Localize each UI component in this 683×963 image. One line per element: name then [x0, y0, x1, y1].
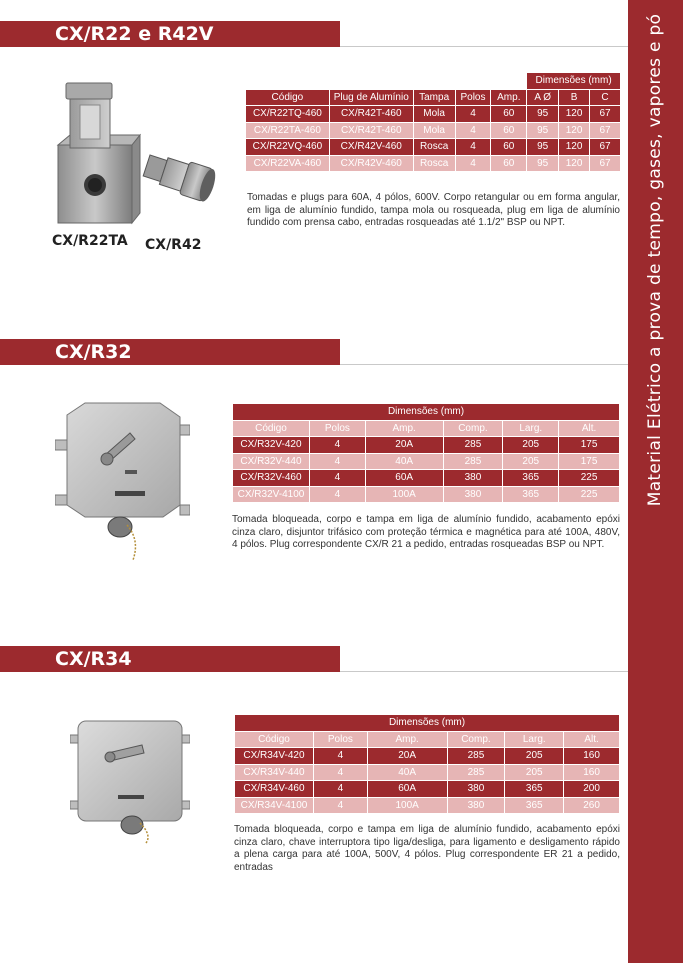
- cell: 175: [559, 437, 620, 454]
- product-image-cx-r32: [55, 395, 190, 565]
- spec-table-cx-r22: [245, 72, 621, 172]
- cell: 175: [559, 453, 620, 470]
- col-header: Polos: [309, 420, 365, 437]
- cell: 40A: [365, 453, 443, 470]
- cell: 60A: [367, 781, 447, 798]
- col-header: Polos: [455, 89, 491, 106]
- cell: 95: [527, 122, 559, 139]
- product-image-cx-r22ta: [40, 75, 230, 235]
- cell: 67: [590, 122, 621, 139]
- cell: 225: [559, 486, 620, 503]
- section-header-cx-r32: [0, 339, 340, 365]
- caption-cx-r22ta: CX/R22TA: [52, 233, 128, 249]
- cell: 380: [443, 486, 503, 503]
- table-row: [233, 486, 620, 503]
- table-row: [246, 155, 621, 172]
- group-header: Dimensões (mm): [233, 404, 620, 421]
- cell: Rosca: [413, 155, 455, 172]
- table-row: [246, 122, 621, 139]
- cell: 380: [447, 797, 505, 814]
- cell: 205: [505, 764, 564, 781]
- cell: 4: [309, 437, 365, 454]
- cell: CX/R42T-460: [329, 106, 413, 123]
- cell: 285: [443, 437, 503, 454]
- table-row: [246, 106, 621, 123]
- col-header: Plug de Alumínio: [329, 89, 413, 106]
- col-header: Comp.: [443, 420, 503, 437]
- section-title: CX/R32: [55, 341, 132, 363]
- cell: CX/R34V-440: [235, 764, 314, 781]
- cell: Mola: [413, 122, 455, 139]
- cell: CX/R34V-460: [235, 781, 314, 798]
- col-header: Código: [233, 420, 310, 437]
- cell: 205: [503, 437, 559, 454]
- divider: [340, 46, 628, 47]
- cell: 120: [559, 155, 590, 172]
- cell: CX/R32V-420: [233, 437, 310, 454]
- table-row: [233, 453, 620, 470]
- cell: 67: [590, 155, 621, 172]
- cell: 4: [309, 470, 365, 487]
- cell: CX/R22VA-460: [246, 155, 330, 172]
- cell: CX/R22VQ-460: [246, 139, 330, 156]
- table-row: [246, 139, 621, 156]
- section-title: CX/R22 e R42V: [55, 23, 214, 45]
- cell: 225: [559, 470, 620, 487]
- col-header: Amp.: [491, 89, 527, 106]
- cell: 20A: [367, 748, 447, 765]
- col-header: Código: [246, 89, 330, 106]
- col-header: Tampa: [413, 89, 455, 106]
- col-header: Amp.: [365, 420, 443, 437]
- group-header: Dimensões (mm): [235, 715, 620, 732]
- table-row: [235, 781, 620, 798]
- cell: 4: [455, 139, 491, 156]
- cell: 160: [564, 764, 620, 781]
- cell: CX/R32V-460: [233, 470, 310, 487]
- group-header: Dimensões (mm): [527, 73, 621, 90]
- col-header: Alt.: [559, 420, 620, 437]
- cell: CX/R22TQ-460: [246, 106, 330, 123]
- caption-cx-r42: CX/R42: [145, 237, 202, 253]
- col-header: Larg.: [505, 731, 564, 748]
- col-header: C: [590, 89, 621, 106]
- cell: 4: [309, 486, 365, 503]
- divider: [340, 364, 628, 365]
- cell: 120: [559, 106, 590, 123]
- cell: CX/R22TA-460: [246, 122, 330, 139]
- description-cx-r22: Tomadas e plugs para 60A, 4 pólos, 600V. Corpo retangular ou em forma angular, em liga de alumínio fundido, tampa mola ou rosqueada, plug em liga de alumínio fundido com prensa cabo, entradas rosqueadas até 1.1/2" BSP ou NPT.: [247, 192, 620, 228]
- cell: 285: [443, 453, 503, 470]
- table-row: [233, 470, 620, 487]
- cell: 67: [590, 139, 621, 156]
- cell: 380: [447, 781, 505, 798]
- cell: 205: [503, 453, 559, 470]
- cell: 95: [527, 106, 559, 123]
- table-row: [233, 437, 620, 454]
- spec-table-cx-r32: [232, 403, 620, 503]
- section-header-cx-r22: [0, 21, 340, 47]
- cell: 260: [564, 797, 620, 814]
- cell: 60: [491, 139, 527, 156]
- cell: 40A: [367, 764, 447, 781]
- cell: 160: [564, 748, 620, 765]
- cell: 4: [313, 764, 367, 781]
- col-header: Amp.: [367, 731, 447, 748]
- table-row: [235, 797, 620, 814]
- section-header-cx-r34: [0, 646, 340, 672]
- col-header: A Ø: [527, 89, 559, 106]
- cell: 100A: [367, 797, 447, 814]
- cell: 4: [309, 453, 365, 470]
- cell: 4: [455, 106, 491, 123]
- cell: 60: [491, 122, 527, 139]
- col-header: Código: [235, 731, 314, 748]
- cell: 285: [447, 764, 505, 781]
- cell: Mola: [413, 106, 455, 123]
- cell: 4: [313, 781, 367, 798]
- table-row: [235, 748, 620, 765]
- col-header: Larg.: [503, 420, 559, 437]
- product-image-cx-r34: [70, 715, 190, 845]
- cell: 120: [559, 139, 590, 156]
- col-header: Comp.: [447, 731, 505, 748]
- cell: CX/R42V-460: [329, 139, 413, 156]
- cell: 365: [505, 797, 564, 814]
- cell: 365: [503, 470, 559, 487]
- cell: 365: [503, 486, 559, 503]
- description-cx-r32: Tomada bloqueada, corpo e tampa em liga de alumínio fundido, acabamento epóxi cinza claro, disjuntor trifásico com proteção térmica e magnética para até 100A, 480V, 4 pólos. Plug correspondente CX/R 21 a pedido, entradas rosqueadas BSP ou NPT.: [232, 514, 620, 550]
- cell: 60: [491, 155, 527, 172]
- cell: 4: [313, 748, 367, 765]
- col-header: Alt.: [564, 731, 620, 748]
- cell: 100A: [365, 486, 443, 503]
- cell: 285: [447, 748, 505, 765]
- cell: Rosca: [413, 139, 455, 156]
- cell: 205: [505, 748, 564, 765]
- cell: 20A: [365, 437, 443, 454]
- col-header: Polos: [313, 731, 367, 748]
- cell: 60A: [365, 470, 443, 487]
- side-title: Material Elétrico a prova de tempo, gases, vapores e pó: [645, 13, 665, 507]
- cell: CX/R34V-4100: [235, 797, 314, 814]
- cell: CX/R42T-460: [329, 122, 413, 139]
- description-cx-r34: Tomada bloqueada, corpo e tampa em liga de alumínio fundido, acabamento epóxi cinza claro, chave interruptora tipo liga/desliga, para ligamento e desligamento rápido a plena carga para até 100A, 500V, 4 pólos. Plug correspondente ER 21 a pedido, entradas: [234, 824, 620, 873]
- cell: CX/R42V-460: [329, 155, 413, 172]
- cell: 4: [455, 155, 491, 172]
- cell: 60: [491, 106, 527, 123]
- section-title: CX/R34: [55, 648, 132, 670]
- divider: [340, 671, 628, 672]
- cell: 4: [455, 122, 491, 139]
- cell: 67: [590, 106, 621, 123]
- cell: 95: [527, 139, 559, 156]
- cell: 365: [505, 781, 564, 798]
- spec-table-cx-r34: [234, 714, 620, 814]
- side-band: [628, 0, 683, 963]
- table-row: [235, 764, 620, 781]
- cell: 200: [564, 781, 620, 798]
- cell: 95: [527, 155, 559, 172]
- cell: 4: [313, 797, 367, 814]
- col-header: B: [559, 89, 590, 106]
- cell: 380: [443, 470, 503, 487]
- cell: 120: [559, 122, 590, 139]
- cell: CX/R32V-4100: [233, 486, 310, 503]
- cell: CX/R32V-440: [233, 453, 310, 470]
- cell: CX/R34V-420: [235, 748, 314, 765]
